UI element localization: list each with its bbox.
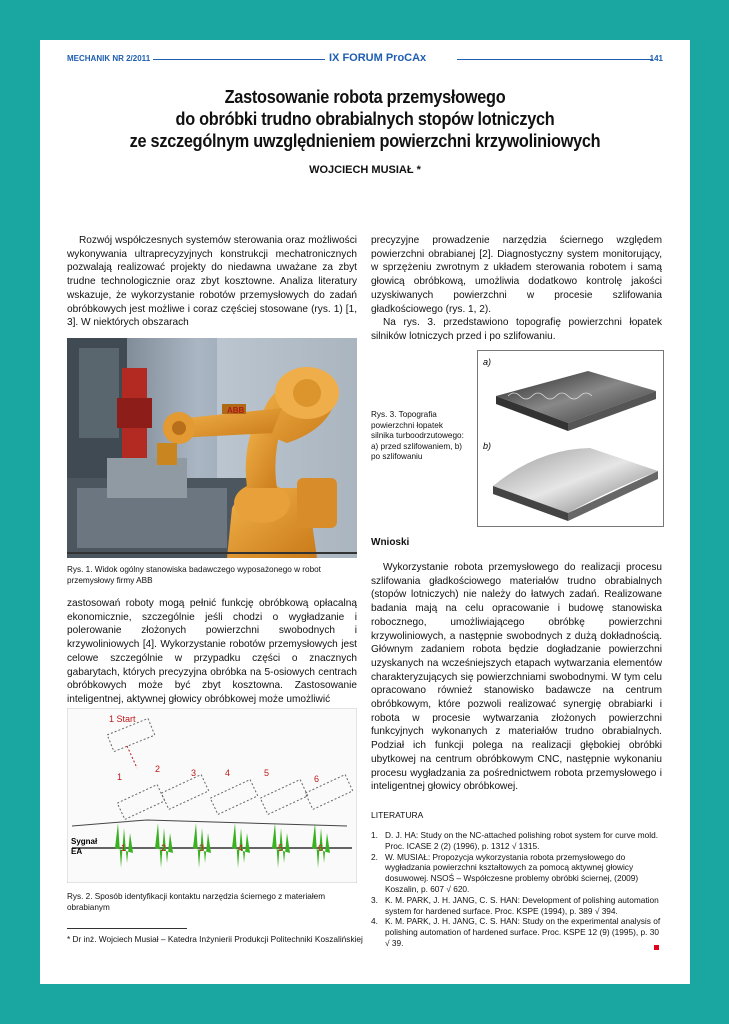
bottom-number-2: 2 xyxy=(161,843,167,853)
conclusions-text xyxy=(371,561,662,794)
header-rule-left xyxy=(153,59,325,60)
fig3-label-a: a) xyxy=(483,357,492,367)
journal-page xyxy=(40,40,690,984)
journal-issue: MECHANIK NR 2/2011 xyxy=(67,54,151,63)
abb-logo: ABB xyxy=(227,406,245,415)
left-paragraph-2: zastosowań roboty mogą pełnić funkcję obróbkową opłacalną ekonomicznie, szczególnie jeśli chodzi o wygładzanie i polerowanie złożonych powierzchni swobodnych i krzywoliniowych [4]. Wykorzystanie robotów przemysłowych jest celowe szczególnie w przypadku części o znacznych gabarytach, których precyzyjna obróbka na 5-osiowych centrach obróbkowych może być zbyt kosztowna. Zastosowanie inteligentnej, aktywnej głowicy obróbkowej może umożliwić xyxy=(67,598,357,705)
top-number-3: 3 xyxy=(191,768,197,778)
left-intro-text xyxy=(67,234,357,330)
reference-item: 4. K. M. PARK, J. H. JANG, C. S. HAN: Study on the experimental analysis of polishing automation of hardened surface. Proc. KSPE 12 (9) (1995), p. 30 √ 39. xyxy=(371,916,661,948)
bottom-number-6: 6 xyxy=(318,843,324,853)
smooth-surface-top xyxy=(493,448,658,513)
signal-label: Sygnał xyxy=(71,837,98,846)
fig2-caption: Rys. 2. Sposób identyfikacji kontaktu narzędzia ściernego z materiałem obrabianym xyxy=(67,892,326,912)
end-of-article-mark xyxy=(654,945,659,950)
conclusions-heading: Wnioski xyxy=(371,537,410,548)
forum-title: IX FORUM ProCAx xyxy=(329,52,427,64)
top-number-1: 1 xyxy=(117,772,123,782)
fig1-robot-photo xyxy=(67,338,357,558)
left-continued-text xyxy=(67,597,357,707)
literature-heading: LITERATURA xyxy=(371,810,424,820)
right-paragraph-2: Na rys. 3. przedstawiono topografię powierzchni łopatek silników lotniczych przed i po szlifowaniu. xyxy=(371,317,662,342)
top-number-2: 2 xyxy=(155,764,161,774)
rough-surface-top xyxy=(496,371,656,423)
reference-list xyxy=(371,830,662,949)
title-line-3: ze szczególnym uwzględnieniem powierzchni krzywoliniowych xyxy=(129,130,601,151)
top-number-4: 4 xyxy=(225,768,231,778)
top-number-5: 5 xyxy=(264,768,270,778)
title-line-2: do obróbki trudno obrabialnych stopów lotniczych xyxy=(175,108,555,129)
conclusions-paragraph: Wykorzystanie robota przemysłowego do realizacji procesu szlifowania gładkościowego materiałów trudno obrabialnych (stopów lotniczych) nie należy do łatwych zadań. Realizowane badania mają na celu opracowanie i budowę stanowiska robocznego, umożliwiającego obróbkę powierzchni krzywoliniowych, a następnie swobodnych z dużą dokładnością. Głównym zadaniem robota będzie dogładzanie powierzchni uzyskanych na wcześniejszych etapach wytwarzania elementów charakteryzujących się powierzchniami swobodnymi. W tym celu opracowano również stanowisko badawcze na centrum obróbkowym, które pozwoli realizować synergię obrabiarki i robota w procesie wytwarzania złożonych powierzchni funkcyjnych wykonanych z materiałów trudno obrabialnych. Podział ich funkcji polega na realizacji głębokiej obróbki ubytkowej na centrum obróbkowym CNC, następnie wykonaniu procesu wygładzania za pośrednictwem robota przemysłowego i inteligentnej głowicy obróbkowej. xyxy=(371,562,662,793)
reference-item: 3. K. M. PARK, J. H. JANG, C. S. HAN: Development of polishing automation system for hardened surface. Proc. KSPE (1994), p. 389 √ 394. xyxy=(371,894,659,916)
bottom-number-5: 5 xyxy=(278,843,284,853)
article-title xyxy=(79,86,651,152)
fig2-contact-diagram xyxy=(67,708,357,883)
header-rule-right xyxy=(457,59,653,60)
top-number-6: 6 xyxy=(314,774,320,784)
fig3-topography xyxy=(477,350,664,527)
running-header xyxy=(67,52,663,66)
author-footnote: * Dr inż. Wojciech Musiał – Katedra Inżynierii Produkcji Politechniki Koszalińskiej xyxy=(67,934,363,944)
reference-item: 1. D. J. HA: Study on the NC-attached polishing robot system for curve mold. Proc. ICASE 2 (2) (1996), p. 1312 √ 1315. xyxy=(371,830,658,851)
author-name: WOJCIECH MUSIAŁ * xyxy=(309,164,421,176)
fig3-label-b: b) xyxy=(483,441,492,451)
right-top-text xyxy=(371,234,662,344)
robot-illustration xyxy=(67,338,357,558)
reference-item: 2. W. MUSIAŁ: Propozycja wykorzystania robota przemysłowego do wygładzania powierzchni kształtowych za pomocą aktywnej głowicy dosuwowej. NSOŚ – Współczesne problemy obróbki ściernej, (2009) Koszalin, p. 607 √ 620. xyxy=(371,851,639,894)
topography-graphic xyxy=(478,351,663,526)
bottom-number-3: 3 xyxy=(199,843,205,853)
start-label: 1 Start xyxy=(109,714,136,724)
page-number: 141 xyxy=(649,54,663,63)
bottom-number-1: 1 xyxy=(121,843,127,853)
title-line-1: Zastosowanie robota przemysłowego xyxy=(224,86,506,107)
right-paragraph-1: precyzyjne prowadzenie narzędzia ściernego względem powierzchni obrabianej [2]. Diagnostyczny system monitorujący, w sprzężeniu zwrotnym z układem sterowania robotem i samą głowicą obróbkową, umożliwia dodatkowo kontrolę jakości uzyskiwanych powierzchni w procesie szlifowania gładkościowego (rys. 1, 2). xyxy=(371,235,662,315)
contact-diagram-graphic xyxy=(67,708,357,883)
signal-label-ea: EA xyxy=(71,847,83,856)
bottom-number-4: 4 xyxy=(238,843,244,853)
fig1-caption: Rys. 1. Widok ogólny stanowiska badawczego wyposażonego w robot przemysłowy firmy ABB xyxy=(67,565,321,585)
fig3-caption: Rys. 3. Topografia powierzchni łopatek silnika turboodrzutowego: a) przed szlifowaniem, b) po szlifowaniu xyxy=(371,410,464,461)
intro-paragraph: Rozwój współczesnych systemów sterowania oraz możliwości wykonywania ultraprecyzyjnych konstrukcji mechatronicznych pozwalają realizować projekty do niedawna uważane za zbyt trudne technologicznie oraz zbyt kosztowne. Analiza literatury wskazuje, że wykorzystanie robotów przemysłowych do zadań obróbkowych jest możliwe i coraz częściej stosowane (rys. 1) [1, 3]. W niektórych obszarach xyxy=(67,235,357,329)
footnote-rule xyxy=(67,928,187,929)
